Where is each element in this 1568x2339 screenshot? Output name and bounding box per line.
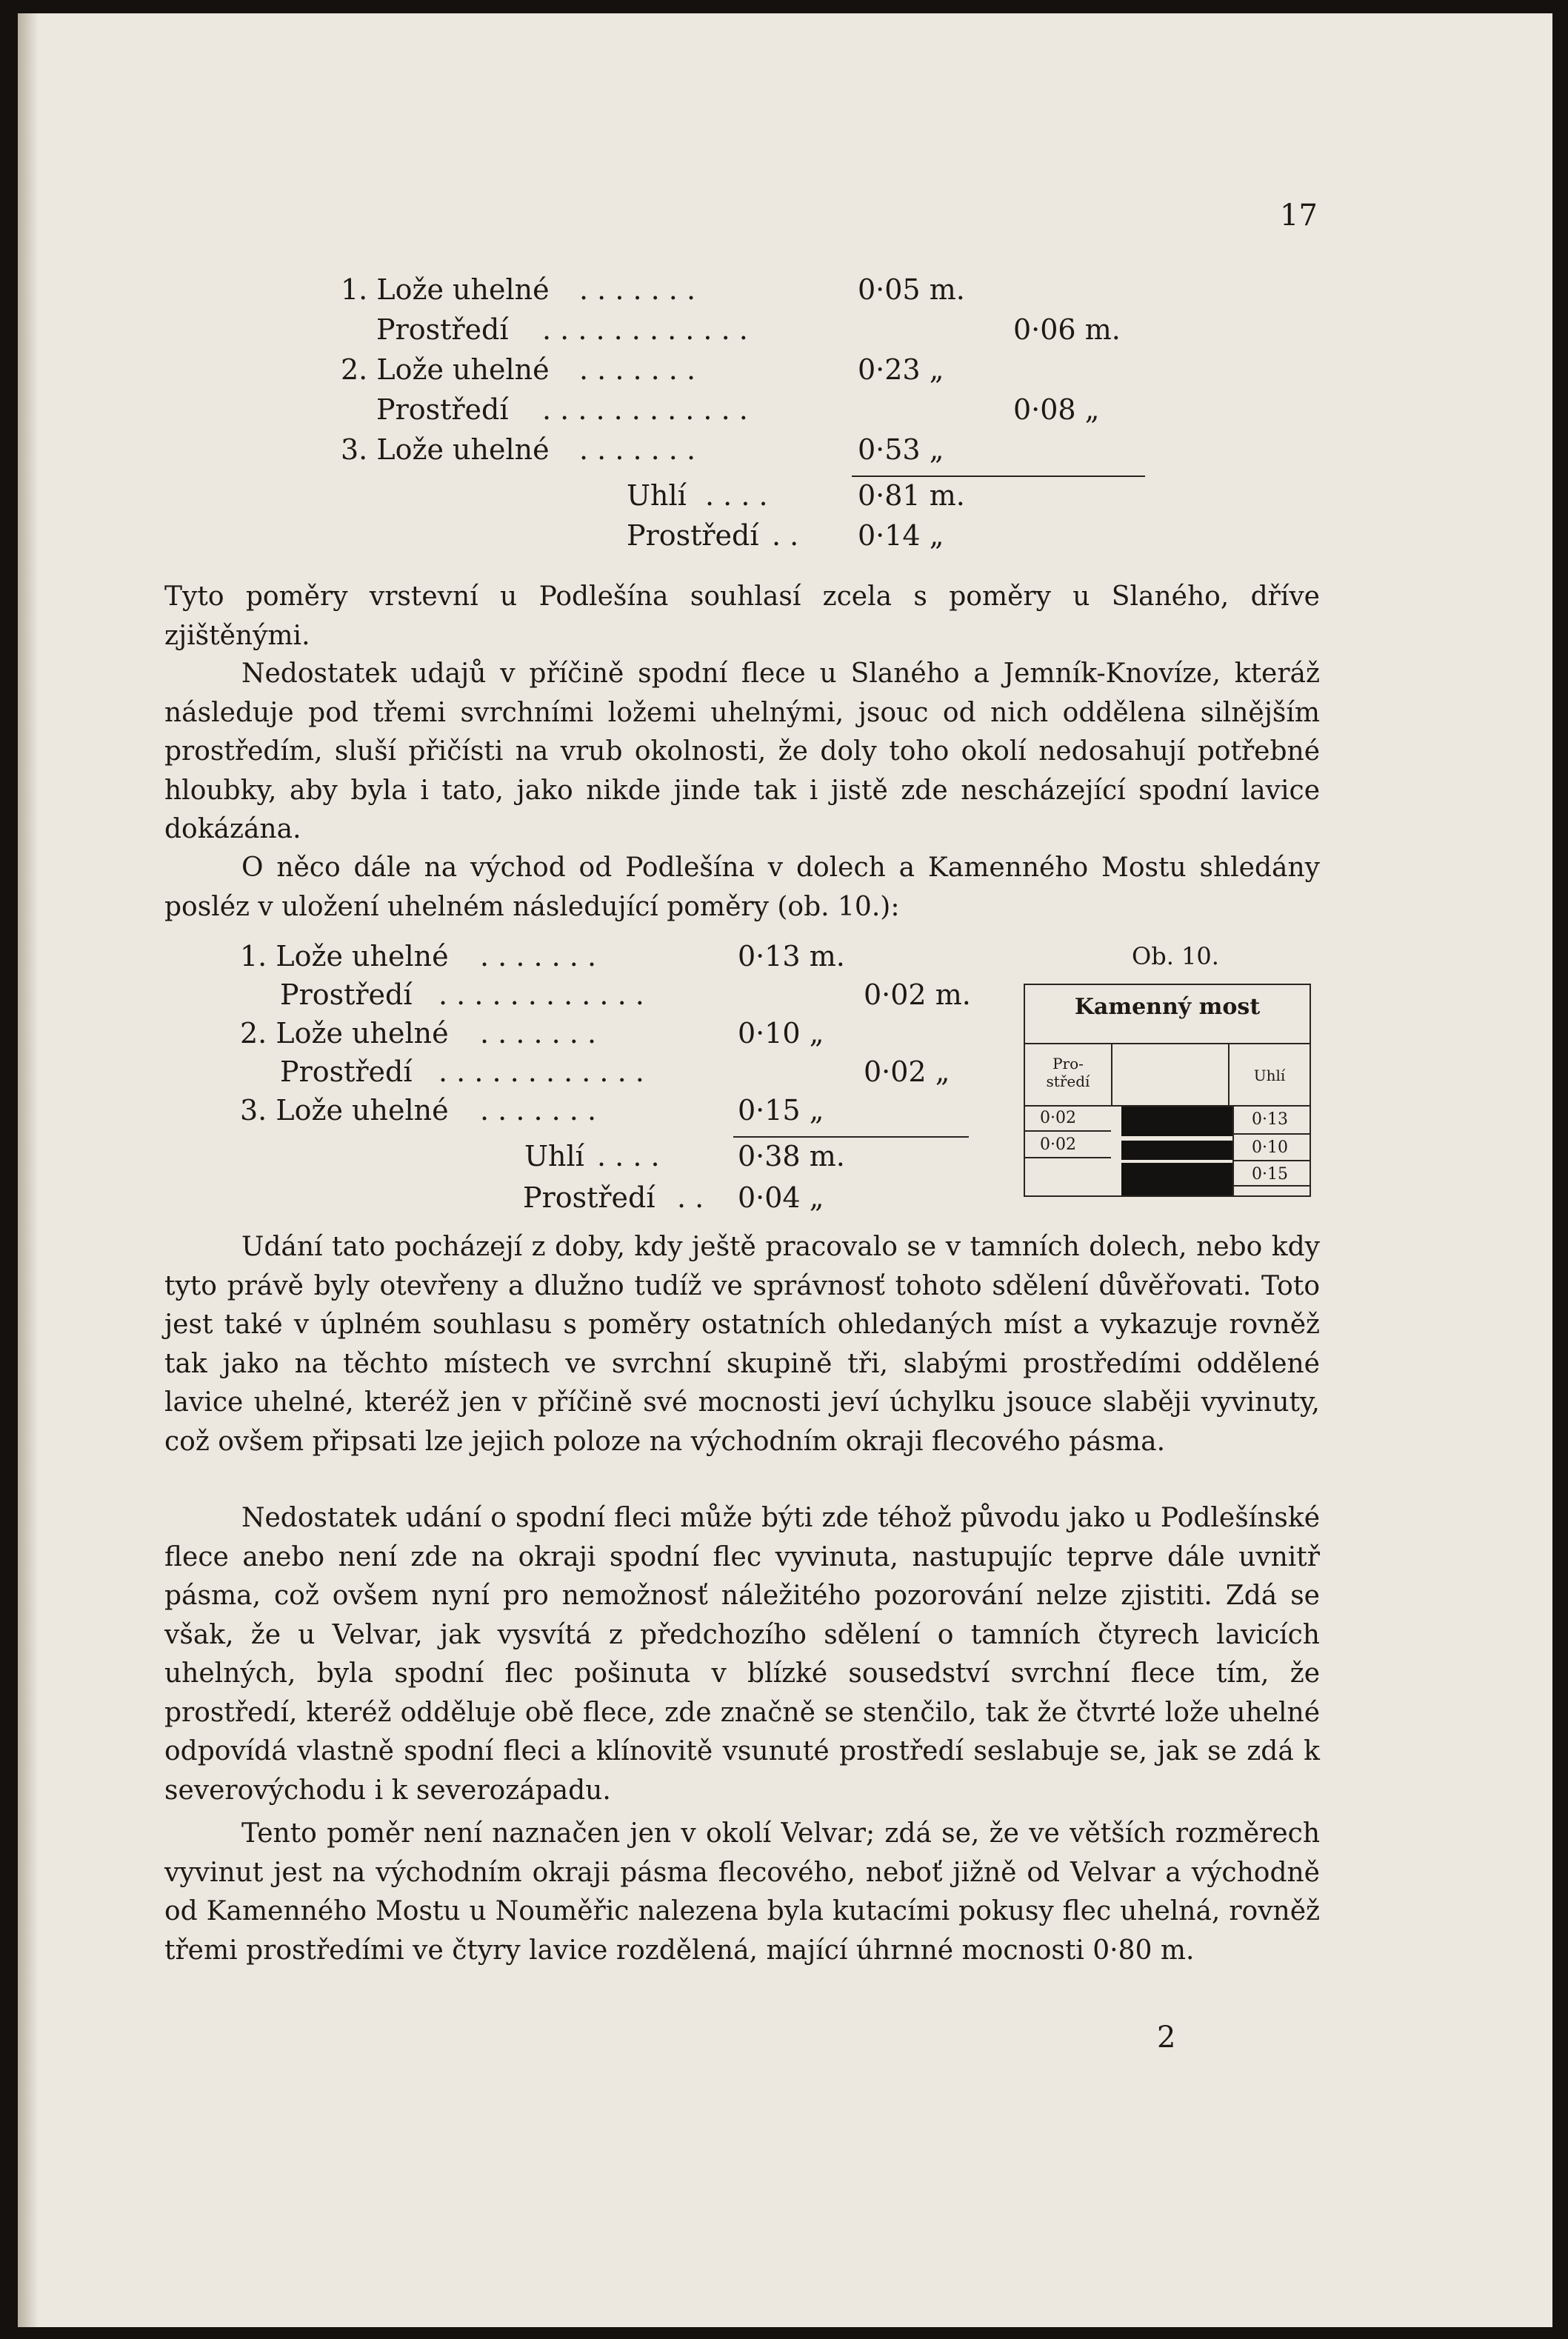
row-label: 3. Lože uhelné: [341, 433, 550, 466]
row-value: 0·53 „: [858, 433, 944, 466]
row-label: 1. Lože uhelné: [341, 273, 550, 306]
figure-divider: [1111, 1043, 1112, 1105]
row-dots: . . . . . . . . . . . .: [542, 393, 748, 426]
paragraph: Nedostatek udajů v příčině spodní flece u Slaného a Jemník-Knovíze, kteráž následuje pod třemi svrchními ložemi uhelnými, jsouc od nich oddělena silnějším prostředím, sluší přičísti na vrub okolnosti, že doly toho okolí nedosahují potřebné hloubky, aby byla i tato, jako nikde jinde tak i jistě zde nescházející spodní lavice dokázána.: [164, 658, 1320, 844]
paragraph: O něco dále na východ od Podlešína v dolech a Kamenného Mostu shledány posléz v uložení uhelném následující poměry (ob. 10.):: [164, 852, 1320, 922]
row-label: Prostředí: [280, 1055, 413, 1088]
table-row: [0, 351, 1568, 388]
figure-divider: [1025, 1130, 1111, 1132]
total-value: 0·14 „: [858, 519, 944, 552]
row-dots: . . . . . . .: [480, 1094, 597, 1127]
total-label: Prostředí: [523, 1181, 655, 1214]
row-dots: . . . . . . . . . . . .: [542, 313, 748, 346]
row-dots: . . . . . . .: [579, 433, 696, 466]
row-label: 2. Lože uhelné: [341, 353, 550, 386]
col-header-prostredi: Pro- středí: [1046, 1055, 1090, 1090]
total-row: [0, 517, 1568, 554]
total-dots: . . . .: [597, 1140, 660, 1172]
row-label: Prostředí: [376, 393, 509, 426]
total-value: 0·38 m.: [738, 1140, 845, 1172]
row-dots: . . . . . . . . . . . .: [438, 978, 644, 1011]
figure-divider: [1232, 1185, 1310, 1187]
figure-kamenny-most: [1024, 984, 1311, 1197]
figure-title: Kamenný most: [1074, 994, 1261, 1020]
left-value: 0·02: [1040, 1109, 1076, 1127]
right-value: 0·10: [1252, 1138, 1288, 1157]
coal-band-1: [1121, 1107, 1232, 1136]
total-dots: . .: [677, 1181, 704, 1214]
table-row: [0, 431, 1568, 468]
total-value: 0·81 m.: [858, 479, 965, 512]
row-value: 0·05 m.: [858, 273, 965, 306]
total-row: [0, 1179, 992, 1216]
row-value: 0·23 „: [858, 353, 944, 386]
figure-divider: [1025, 1157, 1111, 1158]
total-row: [0, 1138, 992, 1175]
row-value: 0·02 „: [864, 1055, 950, 1088]
table-row: [0, 391, 1568, 428]
table-row: [0, 1015, 992, 1052]
left-value: 0·02: [1040, 1135, 1076, 1154]
right-value: 0·15: [1252, 1165, 1288, 1184]
table-row: [0, 1053, 992, 1090]
col-header-uhli: Uhlí: [1253, 1067, 1286, 1084]
row-label: 2. Lože uhelné: [240, 1017, 449, 1050]
coal-band-3: [1121, 1163, 1232, 1195]
row-value: 0·06 m.: [1013, 313, 1121, 346]
row-dots: . . . . . . . . . . . .: [438, 1055, 644, 1088]
row-dots: . . . . . . .: [579, 353, 696, 386]
right-value: 0·13: [1252, 1110, 1288, 1129]
row-label: 3. Lože uhelné: [240, 1094, 449, 1127]
row-label: Prostředí: [376, 313, 509, 346]
total-dots: . . . .: [705, 479, 768, 512]
total-label: Prostředí: [627, 519, 759, 552]
total-dots: . .: [772, 519, 799, 552]
row-value: 0·15 „: [738, 1094, 824, 1127]
figure-divider: [1232, 1160, 1310, 1161]
signature-mark: 2: [1157, 2021, 1176, 2055]
row-value: 0·13 m.: [738, 940, 845, 972]
total-value: 0·04 „: [738, 1181, 824, 1214]
row-dots: . . . . . . .: [480, 1017, 597, 1050]
row-dots: . . . . . . .: [579, 273, 696, 306]
row-dots: . . . . . . .: [480, 940, 597, 972]
table-row: [0, 1092, 992, 1129]
paragraph: Udání tato pocházejí z doby, kdy ještě pracovalo se v tamních dolech, nebo kdy tyto právě byly otevřeny a dlužno tudíž ve správnosť tohoto sdělení důvěřovati. Toto jest také v úplném souhlasu s poměry ostatních ohledaných míst a vykazuje rovněž tak jako na těchto místech ve svrchní skupině tři, slabými prostředími oddělené lavice uhelné, kteréž jen v příčině své mocnosti jeví úchylku jsouce slaběji vyvinuty, což ovšem připsati lze jejich poloze na východním okraji flecového pásma.: [164, 1232, 1320, 1457]
figure-divider: [1025, 1043, 1310, 1044]
row-value: 0·08 „: [1013, 393, 1100, 426]
paragraph: Tento poměr není naznačen jen v okolí Velvar; zdá se, že ve větších rozměrech vyvinut jest na východním okraji pásma flecového, neboť jižně od Velvar a východně od Kamenného Mostu u Nouměřic nalezena byla kutacími pokusy flec uhelná, rovněž třemi prostředími ve čtyry lavice rozdělená, mající úhrnné mocnosti 0·80 m.: [164, 1818, 1320, 1966]
paragraph: Nedostatek udání o spodní fleci může býti zde téhož původu jako u Podlešínské flece anebo není zde na okraji spodní flec vyvinuta, nastupujíc teprve dále uvnitř pásma, což ovšem nyní pro nemožnosť náležitého pozorování nelze zjistiti. Zdá se však, že u Velvar, jak vysvítá z předchozího sdělení o tamních čtyrech lavicích uhelných, byla spodní flec pošinuta v blízké sousedství svrchní flece tím, že prostředí, kteréž odděluje obě flece, zde značně se stenčilo, tak že čtvrté lože uhelné odpovídá vlastně spodní fleci a klínovitě vsunuté prostředí seslabuje se, jak se zdá k severovýchodu i k severozápadu.: [164, 1503, 1320, 1806]
row-label: Prostředí: [280, 978, 413, 1011]
table-row: [0, 311, 1568, 348]
page-number: 17: [1280, 198, 1318, 233]
table-row: [0, 976, 992, 1013]
paragraph: Tyto poměry vrstevní u Podlešína souhlasí zcela s poměry u Slaného, dříve zjištěnými.: [164, 581, 1320, 651]
total-row: [0, 477, 1568, 514]
row-value: 0·02 m.: [864, 978, 971, 1011]
total-label: Uhlí: [627, 479, 687, 512]
table-row: [0, 938, 992, 975]
coal-band-2: [1121, 1141, 1232, 1160]
row-label: 1. Lože uhelné: [240, 940, 449, 972]
row-value: 0·10 „: [738, 1017, 824, 1050]
figure-divider: [1232, 1133, 1310, 1135]
figure-caption: Ob. 10.: [1132, 942, 1219, 970]
figure-divider: [1232, 1105, 1234, 1195]
total-label: Uhlí: [524, 1140, 584, 1172]
table-row: [0, 271, 1568, 308]
